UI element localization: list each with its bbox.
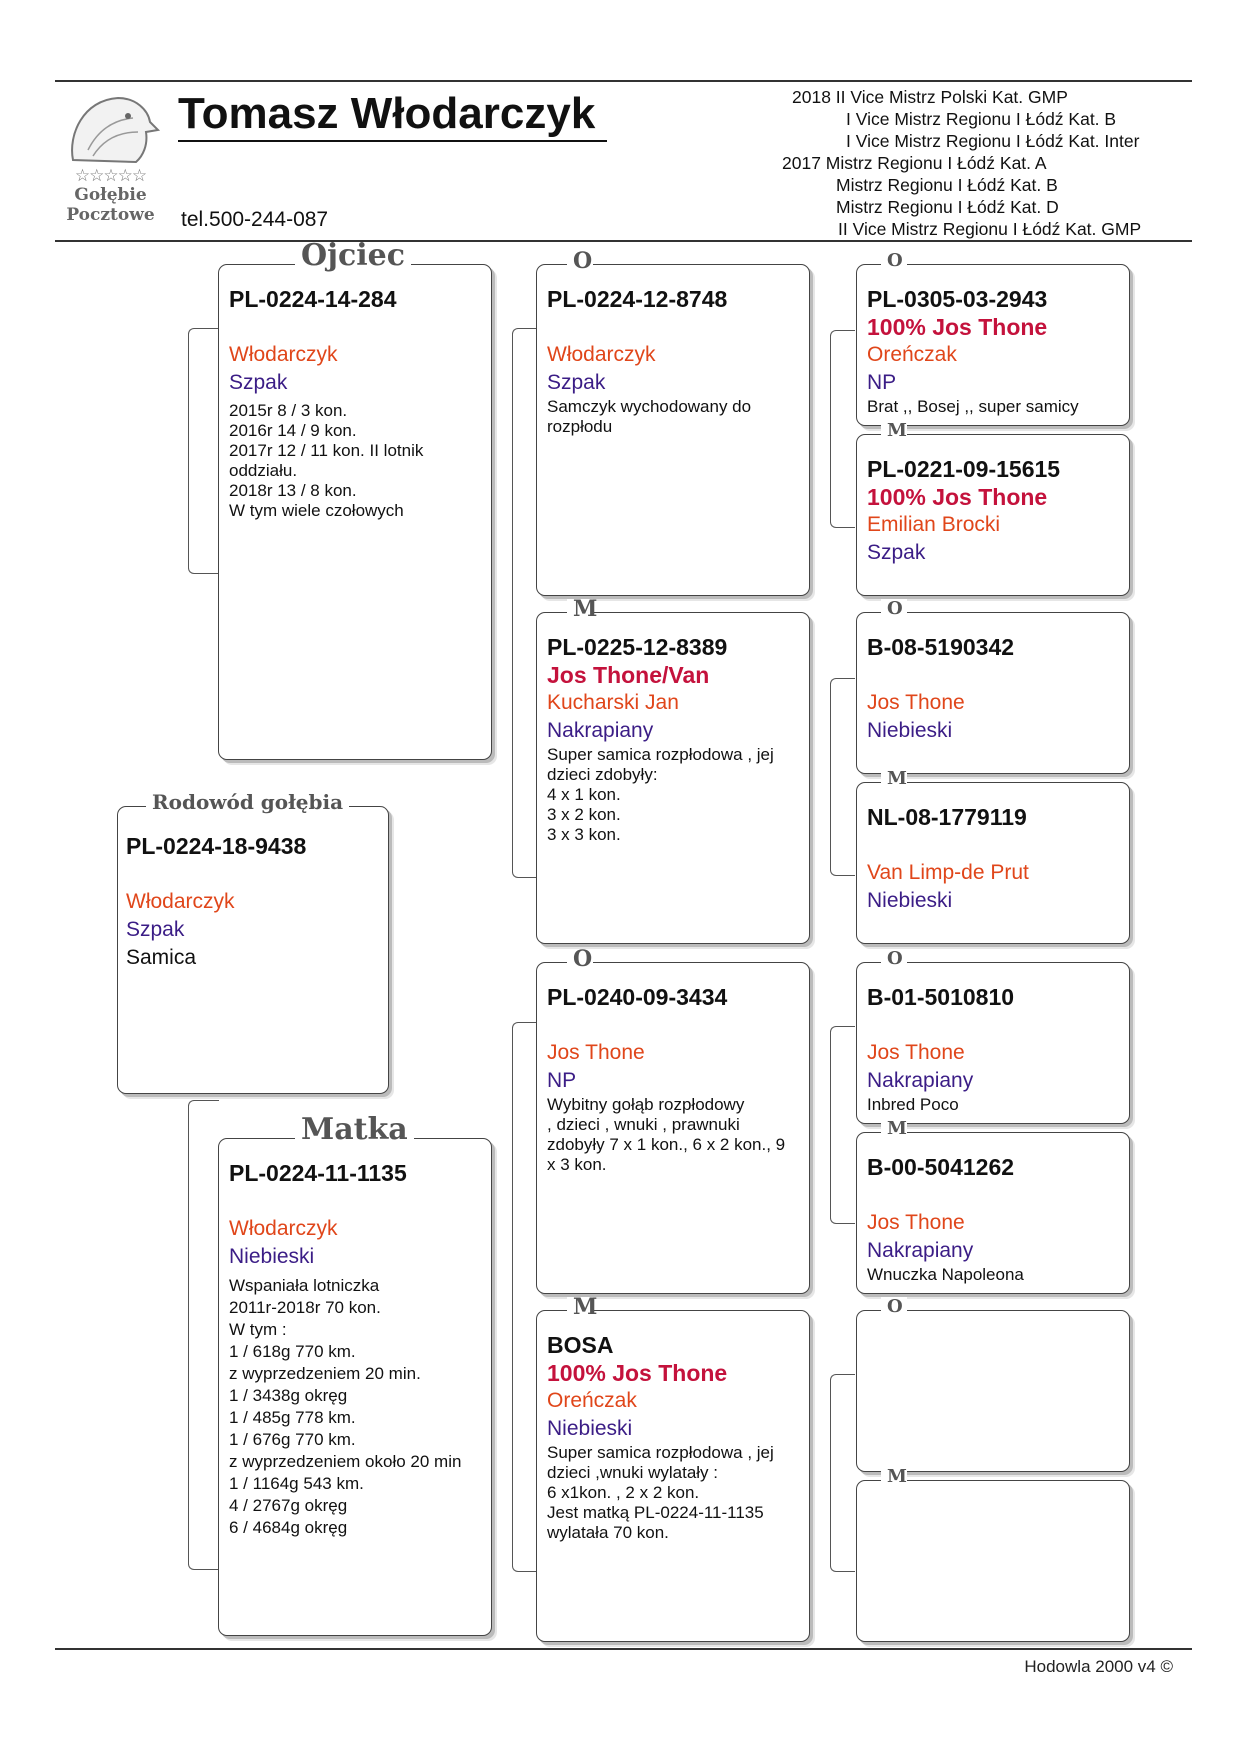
color: Niebieski: [867, 889, 953, 912]
notes: Samczyk wychodowany do rozpłodu: [547, 397, 752, 436]
connector-subject: [188, 1100, 219, 1570]
mff-card[interactable]: [856, 948, 1130, 1124]
connector-subject: [188, 328, 219, 574]
sire-label: O: [881, 949, 907, 969]
ring-number: PL-0224-11-1135: [229, 1160, 407, 1186]
ring-number: B-00-5041262: [867, 1154, 1015, 1180]
logo-text-line1: Gołębie: [74, 185, 147, 205]
color: Niebieski: [867, 719, 953, 742]
breeder: Oreńczak: [547, 1389, 637, 1412]
breeder: Jos Thone: [867, 1211, 965, 1234]
dam-label: M: [567, 599, 593, 619]
logo-text-line2: Pocztowe: [66, 205, 155, 225]
pigeon-logo: [58, 90, 163, 240]
breeder: Oreńczak: [867, 343, 957, 366]
achievement-line: Mistrz Regionu I Łódź Kat. B: [836, 175, 1058, 195]
notes: Wybitny gołąb rozpłodowy , dzieci , wnuki , prawnuki zdobyły 7 x 1 kon., 6 x 2 kon., 9 x 3 kon.: [547, 1095, 786, 1174]
sex: Samica: [126, 946, 197, 969]
owner-phone: tel.500-244-087: [181, 208, 329, 231]
color: NP: [867, 371, 897, 394]
mff-content: [867, 983, 1121, 1115]
mother-father-card[interactable]: [536, 946, 810, 1294]
mother-label: Matka: [295, 1117, 414, 1143]
subject-label: Rodowód gołębia: [146, 789, 349, 815]
father-father-card[interactable]: [536, 248, 810, 596]
ring-number: PL-0221-09-15615: [867, 456, 1061, 482]
father-content: [229, 285, 483, 521]
breeder: Emilian Brocki: [867, 513, 1001, 536]
color: Nakrapiany: [547, 719, 654, 742]
dam-label: M: [881, 421, 907, 441]
fmm-content: [867, 803, 1121, 915]
mmm-card-empty[interactable]: [856, 1466, 1130, 1642]
color: Nakrapiany: [867, 1069, 974, 1092]
father-father-content: [547, 285, 801, 437]
breeder: Van Limp-de Prut: [867, 861, 1029, 884]
breeder: Włodarczyk: [229, 343, 338, 366]
notes: 2015r 8 / 3 kon. 2016r 14 / 9 kon. 2017r 12 / 11 kon. II lotnik oddziału. 2018r 13 / 8 kon. W tym wiele czołowych: [229, 401, 424, 520]
notes: Brat ,, Bosej ,, super samicy: [867, 397, 1079, 416]
father-mother-card[interactable]: [536, 596, 810, 944]
achievement-line: 2017 Mistrz Regionu I Łódź Kat. A: [782, 153, 1047, 173]
fmf-card[interactable]: [856, 598, 1130, 774]
color: NP: [547, 1069, 577, 1092]
fff-card[interactable]: [856, 250, 1130, 426]
dam-label: M: [881, 769, 907, 789]
ring-number: PL-0305-03-2943: [867, 286, 1048, 312]
color: Nakrapiany: [867, 1239, 974, 1262]
ring-number: PL-0225-12-8389: [547, 634, 728, 660]
color: Szpak: [229, 371, 288, 394]
connector-fm: [830, 678, 855, 876]
breeder: Włodarczyk: [547, 343, 656, 366]
achievement-line: Mistrz Regionu I Łódź Kat. D: [836, 197, 1059, 217]
ring-number: B-08-5190342: [867, 634, 1015, 660]
father-label: Ojciec: [295, 243, 411, 269]
breeder: Kucharski Jan: [547, 691, 679, 714]
sire-label: O: [567, 949, 593, 969]
connector-mother: [512, 1022, 537, 1572]
achievement-line: 2018 II Vice Mistrz Polski Kat. GMP: [792, 87, 1068, 107]
accent-line: 100% Jos Thone: [867, 484, 1048, 510]
ring-number: PL-0224-18-9438: [126, 833, 307, 859]
color: Niebieski: [547, 1417, 633, 1440]
accent-line: Jos Thone/Van: [547, 662, 710, 688]
breeder: Jos Thone: [867, 1041, 965, 1064]
ring-number: NL-08-1779119: [867, 804, 1027, 830]
father-card[interactable]: [218, 238, 492, 760]
dam-label: M: [881, 1119, 907, 1139]
footer-credit: Hodowla 2000 v4 ©: [1024, 1657, 1173, 1676]
connector-ff: [830, 330, 855, 528]
breeder: Jos Thone: [867, 691, 965, 714]
notes: Wspaniała lotniczka 2011r-2018r 70 kon. W tym : 1 / 618g 770 km. z wyprzedzeniem 20 min. 1 / 3438g okręg 1 / 485g 778 km. 1 / 676g 770 km. z wyprzedzeniem około 20 min 1 / 1164g 543 km. 4 / 2767g okręg 6 / 4684g okręg: [229, 1276, 462, 1537]
achievement-line: I Vice Mistrz Regionu I Łódź Kat. Inter: [846, 131, 1140, 151]
ffm-content: [867, 455, 1121, 567]
mfm-content: [867, 1153, 1121, 1285]
breeder: Włodarczyk: [126, 890, 235, 913]
fff-content: [867, 285, 1121, 417]
breeder: Jos Thone: [547, 1041, 645, 1064]
ring-number: PL-0224-12-8748: [547, 286, 728, 312]
achievement-line: II Vice Mistrz Regionu I Łódź Kat. GMP: [838, 219, 1142, 239]
breeder: Włodarczyk: [229, 1217, 338, 1240]
logo-stars: ☆☆☆☆☆: [74, 166, 147, 186]
mmf-card-empty[interactable]: [856, 1296, 1130, 1472]
header-top-rule: [55, 80, 1192, 82]
connector-father: [512, 328, 537, 878]
father-mother-content: [547, 633, 801, 845]
mother-card[interactable]: [218, 1112, 492, 1636]
ring-number: B-01-5010810: [867, 984, 1015, 1010]
ring-number: PL-0240-09-3434: [547, 984, 728, 1010]
color: Niebieski: [229, 1245, 315, 1268]
accent-line: 100% Jos Thone: [547, 1360, 728, 1386]
subject-content: [126, 832, 380, 972]
connector-mm: [830, 1374, 855, 1572]
footer-rule: [55, 1648, 1192, 1650]
notes: Super samica rozpłodowa , jej dzieci ,wnuki wylatały : 6 x1kon. , 2 x 2 kon. Jest matką PL-0224-11-1135 wylatała 70 kon.: [547, 1443, 774, 1542]
notes: Wnuczka Napoleona: [867, 1265, 1024, 1284]
connector-mf: [830, 1026, 855, 1224]
sire-label: O: [881, 1297, 907, 1317]
pigeon-head-icon: [58, 90, 163, 170]
achievement-line: I Vice Mistrz Regionu I Łódź Kat. B: [846, 109, 1117, 129]
mother-mother-card[interactable]: [536, 1294, 810, 1642]
ffm-card[interactable]: [856, 420, 1130, 596]
fmf-content: [867, 633, 1121, 745]
mother-content: [229, 1159, 483, 1539]
notes: Super samica rozpłodowa , jej dzieci zdobyły: 4 x 1 kon. 3 x 2 kon. 3 x 3 kon.: [547, 745, 774, 844]
fmm-card[interactable]: [856, 768, 1130, 944]
header-bottom-rule: [55, 240, 1192, 242]
sire-label: O: [567, 251, 593, 271]
mfm-card[interactable]: [856, 1118, 1130, 1294]
color: Szpak: [547, 371, 606, 394]
color: Szpak: [126, 918, 185, 941]
mother-mother-content: [547, 1331, 801, 1543]
owner-name: Tomasz Włodarczyk: [178, 88, 607, 142]
accent-line: 100% Jos Thone: [867, 314, 1048, 340]
mother-father-content: [547, 983, 801, 1175]
ring-number: BOSA: [547, 1332, 614, 1358]
ring-number: PL-0224-14-284: [229, 286, 397, 312]
dam-label: M: [881, 1467, 907, 1487]
subject-card[interactable]: [117, 790, 389, 1094]
sire-label: O: [881, 251, 907, 271]
dam-label: M: [567, 1297, 593, 1317]
color: Szpak: [867, 541, 926, 564]
notes: Inbred Poco: [867, 1095, 959, 1114]
sire-label: O: [881, 599, 907, 619]
